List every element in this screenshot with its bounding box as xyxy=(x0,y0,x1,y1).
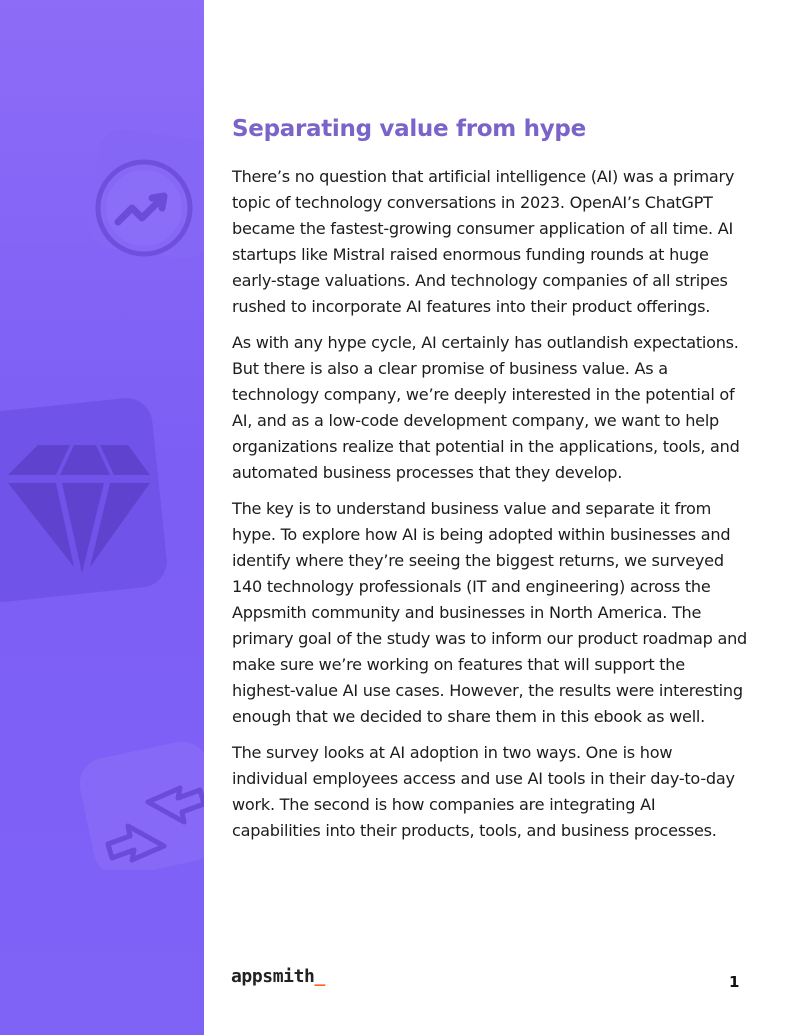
body-paragraph: There’s no question that artificial intelligence (AI) was a primary topic of technology conversations in 2023. OpenAI’s ChatGPT became the fastest-growing consumer application of all time. AI startups like Mistral raised enormous funding rounds at huge early-stage valuations. And technology companies of all stripes rushed to incorporate AI features into their product offerings. xyxy=(232,167,735,316)
logo-wordmark: appsmith xyxy=(231,966,315,987)
trend-gauge-icon xyxy=(88,128,204,258)
page-number: 1 xyxy=(729,973,740,991)
logo-cursor: _ xyxy=(314,966,325,987)
body-paragraph: As with any hype cycle, AI certainly has outlandish expectations. But there is also a clear promise of business value. As a technology company, we’re deeply interested in the potential of AI, and as a low-code development company, we want to help organizations realize that potential in the applications, tools, and automated business processes that they develop. xyxy=(232,333,740,482)
swap-arrows-icon xyxy=(76,740,204,870)
page-title: Separating value from hype xyxy=(232,116,586,142)
main-content xyxy=(232,112,747,854)
diamond-icon xyxy=(0,395,175,610)
body-paragraph: The survey looks at AI adoption in two ways. One is how individual employees access and use AI tools in their day-to-day work. The second is how companies are integrating AI capabilities into their products, tools, and business processes. xyxy=(232,743,735,840)
decorative-sidebar xyxy=(0,0,204,1035)
appsmith-logo xyxy=(231,966,325,987)
body-paragraph: The key is to understand business value and separate it from hype. To explore how AI is being adopted within businesses and identify where they’re seeing the biggest returns, we surveyed 140 technology professionals (IT and engineering) across the Appsmith community and businesses in North America. The primary goal of the study was to inform our product roadmap and make sure we’re working on features that will support the highest-value AI use cases. However, the results were interesting enough that we decided to share them in this ebook as well. xyxy=(232,499,748,726)
